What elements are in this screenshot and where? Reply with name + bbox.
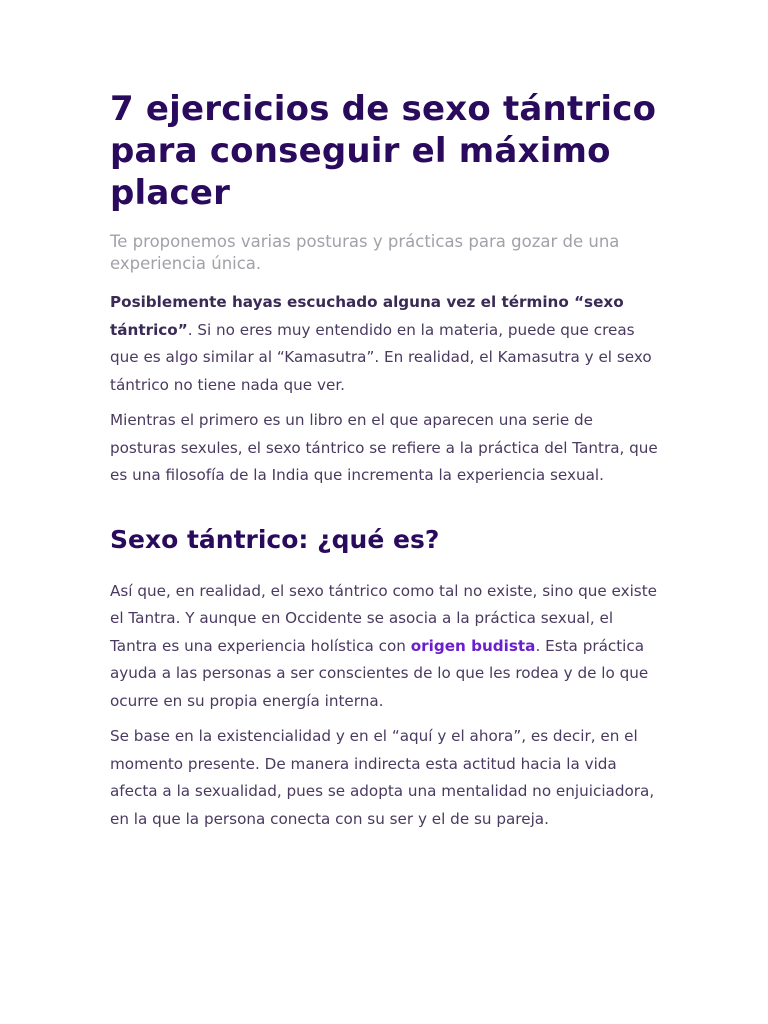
article-subtitle: Te proponemos varias posturas y prácticas para gozar de una experiencia única.	[110, 232, 620, 273]
paragraph-tantra-before: Así que, en realidad, el sexo tántrico como tal no existe, sino que existe el Tantra. Y aunque en Occidente se asocia a la práctica sexual, el Tantra es una experiencia holística con	[110, 581, 658, 655]
paragraph-intro	[110, 289, 658, 399]
paragraph-tantra	[110, 578, 658, 716]
article-title: 7 ejercicios de sexo tántrico para conseguir el máximo placer	[110, 89, 657, 213]
paragraph-tantra-after: . Esta práctica ayuda a las personas a ser conscientes de lo que les rodea y de lo que ocurre en su propia energía interna.	[110, 636, 649, 710]
paragraph-kamasutra: Mientras el primero es un libro en el que aparecen una serie de posturas sexules, el sexo tántrico se refiere a la práctica del Tantra, que es una filosofía de la India que incrementa la experiencia sexual.	[110, 411, 658, 484]
paragraph-intro-rest: . Si no eres muy entendido en la materia, puede que creas que es algo similar al “Kamasutra”. En realidad, el Kamasutra y el sexo tántrico no tiene nada que ver.	[110, 320, 652, 394]
article	[110, 88, 658, 833]
origen-budista-link[interactable]: origen budista	[410, 636, 536, 655]
paragraph-existencialidad: Se base en la existencialidad y en el “aquí y el ahora”, es decir, en el momento presente. De manera indirecta esta actitud hacia la vida afecta a la sexualidad, pues se adopta una mentalidad no enjuiciadora, en la que la persona conecta con su ser y el de su pareja.	[110, 727, 655, 828]
section-heading: Sexo tántrico: ¿qué es?	[110, 524, 440, 554]
paragraph-intro-lead: Posiblemente hayas escuchado alguna vez el término “sexo tántrico”	[110, 293, 624, 339]
